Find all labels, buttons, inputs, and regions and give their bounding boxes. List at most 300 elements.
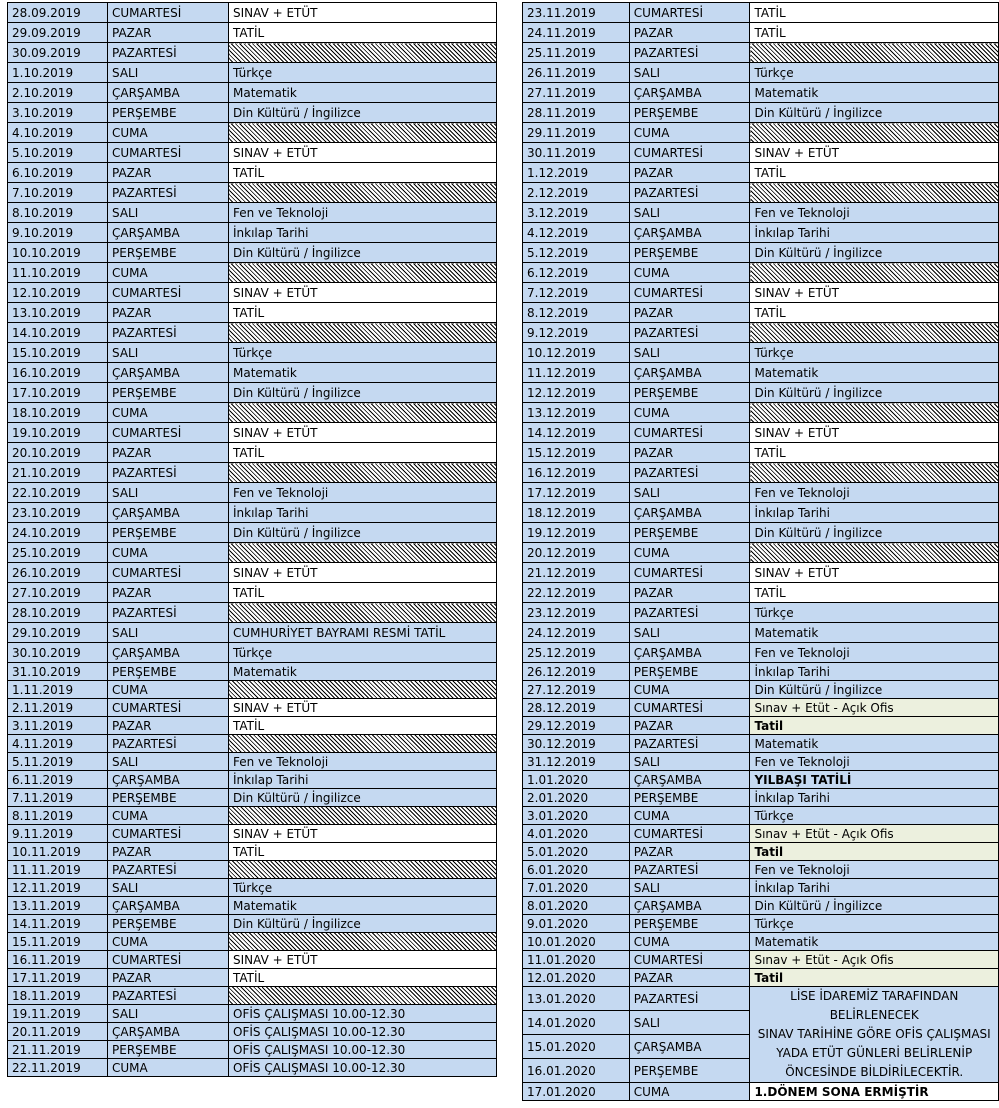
hatched-empty-cell [229, 403, 497, 423]
lesson-cell: Türkçe [229, 63, 497, 83]
lesson-cell: Matematik [229, 897, 497, 915]
day-cell: SALI [108, 879, 229, 897]
day-cell: CUMARTESİ [108, 423, 229, 443]
schedule-row [8, 403, 497, 423]
day-cell: CUMA [629, 543, 750, 563]
schedule-row [523, 503, 999, 523]
schedule-row [523, 583, 999, 603]
day-cell: SALI [108, 1005, 229, 1023]
day-cell: PERŞEMBE [108, 103, 229, 123]
date-cell: 21.11.2019 [8, 1041, 108, 1059]
date-cell: 13.11.2019 [8, 897, 108, 915]
date-cell: 3.01.2020 [523, 807, 630, 825]
day-cell: ÇARŞAMBA [108, 771, 229, 789]
day-cell: CUMARTESİ [108, 283, 229, 303]
schedule-row [523, 163, 999, 183]
day-cell: PAZARTESİ [108, 43, 229, 63]
lesson-cell: İnkılap Tarihi [750, 879, 999, 897]
day-cell: CUMA [108, 543, 229, 563]
office-note-cell [750, 987, 999, 1083]
day-cell: ÇARŞAMBA [108, 223, 229, 243]
lesson-cell: SINAV + ETÜT [229, 423, 497, 443]
lesson-cell: Matematik [750, 363, 999, 383]
date-cell: 2.12.2019 [523, 183, 630, 203]
day-cell: PERŞEMBE [108, 789, 229, 807]
day-cell: ÇARŞAMBA [629, 503, 750, 523]
schedule-row [8, 951, 497, 969]
schedule-row [523, 123, 999, 143]
date-cell: 14.12.2019 [523, 423, 630, 443]
lesson-cell: Türkçe [229, 343, 497, 363]
schedule-row [523, 23, 999, 43]
day-cell: CUMARTESİ [629, 3, 750, 23]
date-cell: 9.10.2019 [8, 223, 108, 243]
lesson-cell: Din Kültürü / İngilizce [229, 383, 497, 403]
date-cell: 18.11.2019 [8, 987, 108, 1005]
schedule-row [8, 83, 497, 103]
hatched-empty-cell [229, 681, 497, 699]
date-cell: 23.10.2019 [8, 503, 108, 523]
schedule-row [8, 443, 497, 463]
lesson-cell: OFİS ÇALIŞMASI 10.00-12.30 [229, 1041, 497, 1059]
date-cell: 5.11.2019 [8, 753, 108, 771]
date-cell: 21.10.2019 [8, 463, 108, 483]
day-cell: PAZARTESİ [629, 603, 750, 623]
schedule-row [523, 43, 999, 63]
schedule-row [523, 483, 999, 503]
hatched-empty-cell [750, 463, 999, 483]
schedule-row [523, 323, 999, 343]
date-cell: 25.11.2019 [523, 43, 630, 63]
schedule-row [8, 643, 497, 663]
date-cell: 3.10.2019 [8, 103, 108, 123]
lesson-cell: Din Kültürü / İngilizce [229, 789, 497, 807]
lesson-cell: Fen ve Teknoloji [750, 753, 999, 771]
day-cell: PERŞEMBE [108, 383, 229, 403]
date-cell: 23.11.2019 [523, 3, 630, 23]
day-cell: CUMARTESİ [108, 3, 229, 23]
schedule-row [8, 343, 497, 363]
date-cell: 7.11.2019 [8, 789, 108, 807]
date-cell: 1.11.2019 [8, 681, 108, 699]
date-cell: 27.12.2019 [523, 681, 630, 699]
date-cell: 23.12.2019 [523, 603, 630, 623]
date-cell: 28.10.2019 [8, 603, 108, 623]
schedule-row [8, 969, 497, 987]
schedule-row [523, 263, 999, 283]
lesson-cell: İnkılap Tarihi [229, 503, 497, 523]
date-cell: 18.12.2019 [523, 503, 630, 523]
date-cell: 9.12.2019 [523, 323, 630, 343]
schedule-row [8, 203, 497, 223]
hatched-empty-cell [750, 403, 999, 423]
hatched-empty-cell [229, 603, 497, 623]
day-cell: PAZAR [108, 969, 229, 987]
schedule-row [8, 1041, 497, 1059]
day-cell: PERŞEMBE [629, 663, 750, 681]
date-cell: 3.11.2019 [8, 717, 108, 735]
day-cell: PAZARTESİ [629, 463, 750, 483]
schedule-row [523, 753, 999, 771]
day-cell: PERŞEMBE [629, 103, 750, 123]
date-cell: 27.10.2019 [8, 583, 108, 603]
lesson-cell: İnkılap Tarihi [750, 663, 999, 681]
schedule-row [523, 771, 999, 789]
day-cell: PAZARTESİ [108, 735, 229, 753]
lesson-cell: SINAV + ETÜT [229, 825, 497, 843]
schedule-row [523, 807, 999, 825]
day-cell: PAZARTESİ [629, 987, 750, 1011]
date-cell: 16.11.2019 [8, 951, 108, 969]
day-cell: ÇARŞAMBA [629, 897, 750, 915]
day-cell: PAZARTESİ [108, 861, 229, 879]
day-cell: SALI [629, 623, 750, 643]
schedule-row [8, 63, 497, 83]
date-cell: 1.01.2020 [523, 771, 630, 789]
schedule-row [8, 807, 497, 825]
date-cell: 17.01.2020 [523, 1083, 630, 1101]
date-cell: 13.12.2019 [523, 403, 630, 423]
date-cell: 26.10.2019 [8, 563, 108, 583]
day-cell: PERŞEMBE [108, 663, 229, 681]
date-cell: 19.11.2019 [8, 1005, 108, 1023]
day-cell: PAZARTESİ [108, 987, 229, 1005]
lesson-cell: TATİL [750, 3, 999, 23]
day-cell: CUMA [108, 403, 229, 423]
day-cell: SALI [629, 203, 750, 223]
hatched-empty-cell [229, 861, 497, 879]
date-cell: 31.12.2019 [523, 753, 630, 771]
date-cell: 17.10.2019 [8, 383, 108, 403]
date-cell: 15.11.2019 [8, 933, 108, 951]
day-cell: PAZAR [629, 163, 750, 183]
lesson-cell: Türkçe [229, 643, 497, 663]
date-cell: 2.01.2020 [523, 789, 630, 807]
day-cell: ÇARŞAMBA [108, 363, 229, 383]
schedule-row [523, 103, 999, 123]
date-cell: 8.01.2020 [523, 897, 630, 915]
day-cell: PERŞEMBE [108, 915, 229, 933]
day-cell: SALI [629, 63, 750, 83]
lesson-cell: SINAV + ETÜT [229, 143, 497, 163]
schedule-row [8, 1059, 497, 1077]
lesson-cell: Din Kültürü / İngilizce [229, 523, 497, 543]
schedule-row [8, 183, 497, 203]
schedule-row [523, 423, 999, 443]
day-cell: CUMARTESİ [629, 563, 750, 583]
hatched-empty-cell [750, 123, 999, 143]
schedule-row [523, 843, 999, 861]
lesson-cell: Din Kültürü / İngilizce [750, 103, 999, 123]
schedule-row [523, 969, 999, 987]
lesson-cell: TATİL [229, 717, 497, 735]
schedule-row [8, 543, 497, 563]
date-cell: 12.01.2020 [523, 969, 630, 987]
lesson-cell: Din Kültürü / İngilizce [229, 103, 497, 123]
day-cell: CUMARTESİ [629, 699, 750, 717]
lesson-cell: Türkçe [229, 879, 497, 897]
schedule-row [523, 699, 999, 717]
schedule-row [8, 283, 497, 303]
date-cell: 29.09.2019 [8, 23, 108, 43]
lesson-cell: İnkılap Tarihi [229, 771, 497, 789]
hatched-empty-cell [229, 323, 497, 343]
schedule-row [8, 681, 497, 699]
date-cell: 13.01.2020 [523, 987, 630, 1011]
schedule-body-right [523, 3, 999, 1101]
day-cell: PAZAR [629, 717, 750, 735]
day-cell: ÇARŞAMBA [629, 223, 750, 243]
day-cell: ÇARŞAMBA [108, 503, 229, 523]
lesson-cell: Tatil [750, 843, 999, 861]
date-cell: 7.10.2019 [8, 183, 108, 203]
schedule-row [523, 223, 999, 243]
date-cell: 28.11.2019 [523, 103, 630, 123]
day-cell: PAZAR [108, 843, 229, 861]
schedule-row [523, 623, 999, 643]
day-cell: PAZAR [108, 303, 229, 323]
lesson-cell: Matematik [229, 363, 497, 383]
day-cell: CUMA [629, 681, 750, 699]
schedule-row [8, 503, 497, 523]
schedule-row [8, 43, 497, 63]
day-cell: CUMA [629, 933, 750, 951]
lesson-cell: SINAV + ETÜT [750, 423, 999, 443]
lesson-cell: Din Kültürü / İngilizce [229, 243, 497, 263]
day-cell: PAZAR [108, 583, 229, 603]
schedule-row [8, 303, 497, 323]
date-cell: 30.09.2019 [8, 43, 108, 63]
date-cell: 17.12.2019 [523, 483, 630, 503]
schedule-row [8, 483, 497, 503]
schedule-row [8, 223, 497, 243]
date-cell: 22.10.2019 [8, 483, 108, 503]
lesson-cell: İnkılap Tarihi [750, 503, 999, 523]
schedule-row [8, 423, 497, 443]
lesson-cell: Fen ve Teknoloji [229, 753, 497, 771]
schedule-row [523, 283, 999, 303]
schedule-row [523, 951, 999, 969]
date-cell: 22.12.2019 [523, 583, 630, 603]
hatched-empty-cell [229, 183, 497, 203]
lesson-cell: CUMHURİYET BAYRAMI RESMİ TATİL [229, 623, 497, 643]
day-cell: SALI [629, 1011, 750, 1035]
lesson-cell: İnkılap Tarihi [750, 223, 999, 243]
day-cell: ÇARŞAMBA [108, 1023, 229, 1041]
schedule-row [8, 1023, 497, 1041]
schedule-row [8, 563, 497, 583]
day-cell: CUMARTESİ [629, 143, 750, 163]
lesson-cell: Fen ve Teknoloji [750, 483, 999, 503]
date-cell: 11.11.2019 [8, 861, 108, 879]
lesson-cell: SINAV + ETÜT [750, 283, 999, 303]
day-cell: CUMA [108, 1059, 229, 1077]
schedule-row [523, 83, 999, 103]
schedule-row [523, 933, 999, 951]
day-cell: CUMA [629, 263, 750, 283]
date-cell: 20.11.2019 [8, 1023, 108, 1041]
schedule-row [523, 523, 999, 543]
day-cell: SALI [629, 879, 750, 897]
day-cell: CUMA [629, 1083, 750, 1101]
hatched-empty-cell [229, 43, 497, 63]
date-cell: 29.12.2019 [523, 717, 630, 735]
date-cell: 12.12.2019 [523, 383, 630, 403]
date-cell: 25.10.2019 [8, 543, 108, 563]
day-cell: PAZAR [108, 717, 229, 735]
schedule-row [8, 463, 497, 483]
date-cell: 14.11.2019 [8, 915, 108, 933]
date-cell: 17.11.2019 [8, 969, 108, 987]
schedule-row [8, 1005, 497, 1023]
lesson-cell: YILBAŞI TATİLİ [750, 771, 999, 789]
day-cell: CUMA [108, 681, 229, 699]
day-cell: SALI [108, 483, 229, 503]
schedule-row [523, 63, 999, 83]
lesson-cell: Din Kültürü / İngilizce [750, 523, 999, 543]
schedule-row [8, 243, 497, 263]
date-cell: 14.10.2019 [8, 323, 108, 343]
date-cell: 1.12.2019 [523, 163, 630, 183]
schedule-row [523, 643, 999, 663]
date-cell: 16.12.2019 [523, 463, 630, 483]
schedule-row [8, 987, 497, 1005]
office-note-line: ÖNCESİNDE BİLDİRİLECEKTİR. [785, 1065, 964, 1079]
day-cell: CUMA [108, 807, 229, 825]
date-cell: 18.10.2019 [8, 403, 108, 423]
schedule-row [523, 897, 999, 915]
schedule-row [523, 861, 999, 879]
schedule-row [8, 23, 497, 43]
date-cell: 9.01.2020 [523, 915, 630, 933]
day-cell: ÇARŞAMBA [629, 771, 750, 789]
hatched-empty-cell [750, 183, 999, 203]
hatched-empty-cell [229, 463, 497, 483]
date-cell: 30.11.2019 [523, 143, 630, 163]
date-cell: 6.10.2019 [8, 163, 108, 183]
lesson-cell: Fen ve Teknoloji [750, 643, 999, 663]
schedule-row [523, 243, 999, 263]
date-cell: 6.12.2019 [523, 263, 630, 283]
date-cell: 9.11.2019 [8, 825, 108, 843]
schedule-row [8, 861, 497, 879]
day-cell: SALI [108, 63, 229, 83]
day-cell: ÇARŞAMBA [108, 897, 229, 915]
schedule-row [523, 735, 999, 753]
schedule-row [8, 163, 497, 183]
date-cell: 26.11.2019 [523, 63, 630, 83]
schedule-table-right [522, 2, 999, 1101]
day-cell: SALI [108, 343, 229, 363]
day-cell: PAZARTESİ [108, 323, 229, 343]
day-cell: PAZAR [629, 843, 750, 861]
schedule-row [8, 825, 497, 843]
date-cell: 30.10.2019 [8, 643, 108, 663]
lesson-cell: İnkılap Tarihi [750, 789, 999, 807]
lesson-cell: TATİL [229, 303, 497, 323]
schedule-table-left [7, 2, 497, 1077]
lesson-cell: SINAV + ETÜT [750, 143, 999, 163]
day-cell: PAZAR [629, 583, 750, 603]
lesson-cell: Türkçe [750, 603, 999, 623]
schedule-row [8, 915, 497, 933]
lesson-cell: Din Kültürü / İngilizce [229, 915, 497, 933]
hatched-empty-cell [229, 933, 497, 951]
hatched-empty-cell [229, 987, 497, 1005]
schedule-row [523, 363, 999, 383]
schedule-row [8, 717, 497, 735]
date-cell: 1.10.2019 [8, 63, 108, 83]
date-cell: 8.10.2019 [8, 203, 108, 223]
term-end-cell: 1.DÖNEM SONA ERMİŞTİR [750, 1083, 999, 1101]
lesson-cell: Din Kültürü / İngilizce [750, 897, 999, 915]
schedule-row [523, 343, 999, 363]
lesson-cell: OFİS ÇALIŞMASI 10.00-12.30 [229, 1005, 497, 1023]
schedule-row [8, 663, 497, 681]
day-cell: PAZARTESİ [629, 323, 750, 343]
day-cell: PAZARTESİ [629, 735, 750, 753]
day-cell: PERŞEMBE [108, 243, 229, 263]
schedule-row [523, 915, 999, 933]
schedule-row [523, 183, 999, 203]
lesson-cell: TATİL [229, 163, 497, 183]
date-cell: 6.01.2020 [523, 861, 630, 879]
date-cell: 10.11.2019 [8, 843, 108, 861]
schedule-row [8, 843, 497, 861]
day-cell: SALI [629, 753, 750, 771]
schedule-row [8, 771, 497, 789]
lesson-cell: Matematik [229, 83, 497, 103]
date-cell: 30.12.2019 [523, 735, 630, 753]
schedule-row [8, 735, 497, 753]
day-cell: PERŞEMBE [108, 523, 229, 543]
day-cell: CUMARTESİ [629, 951, 750, 969]
date-cell: 10.01.2020 [523, 933, 630, 951]
day-cell: CUMA [108, 933, 229, 951]
lesson-cell: Türkçe [750, 915, 999, 933]
date-cell: 8.12.2019 [523, 303, 630, 323]
date-cell: 22.11.2019 [8, 1059, 108, 1077]
day-cell: PERŞEMBE [629, 1059, 750, 1083]
day-cell: CUMA [108, 123, 229, 143]
lesson-cell: Tatil [750, 717, 999, 735]
day-cell: ÇARŞAMBA [108, 643, 229, 663]
day-cell: PAZAR [108, 163, 229, 183]
hatched-empty-cell [750, 323, 999, 343]
hatched-empty-cell [229, 735, 497, 753]
day-cell: PERŞEMBE [629, 789, 750, 807]
day-cell: PERŞEMBE [629, 915, 750, 933]
day-cell: CUMARTESİ [108, 699, 229, 717]
date-cell: 11.01.2020 [523, 951, 630, 969]
day-cell: CUMARTESİ [629, 283, 750, 303]
lesson-cell: OFİS ÇALIŞMASI 10.00-12.30 [229, 1059, 497, 1077]
schedule-row [523, 203, 999, 223]
lesson-cell: Sınav + Etüt - Açık Ofis [750, 951, 999, 969]
schedule-row [8, 3, 497, 23]
lesson-cell: Sınav + Etüt - Açık Ofis [750, 699, 999, 717]
date-cell: 19.10.2019 [8, 423, 108, 443]
lesson-cell: Tatil [750, 969, 999, 987]
lesson-cell: Fen ve Teknoloji [229, 483, 497, 503]
schedule-row [8, 699, 497, 717]
day-cell: PAZAR [108, 443, 229, 463]
day-cell: PERŞEMBE [629, 243, 750, 263]
date-cell: 28.09.2019 [8, 3, 108, 23]
date-cell: 10.10.2019 [8, 243, 108, 263]
day-cell: CUMARTESİ [108, 563, 229, 583]
lesson-cell: Matematik [750, 623, 999, 643]
